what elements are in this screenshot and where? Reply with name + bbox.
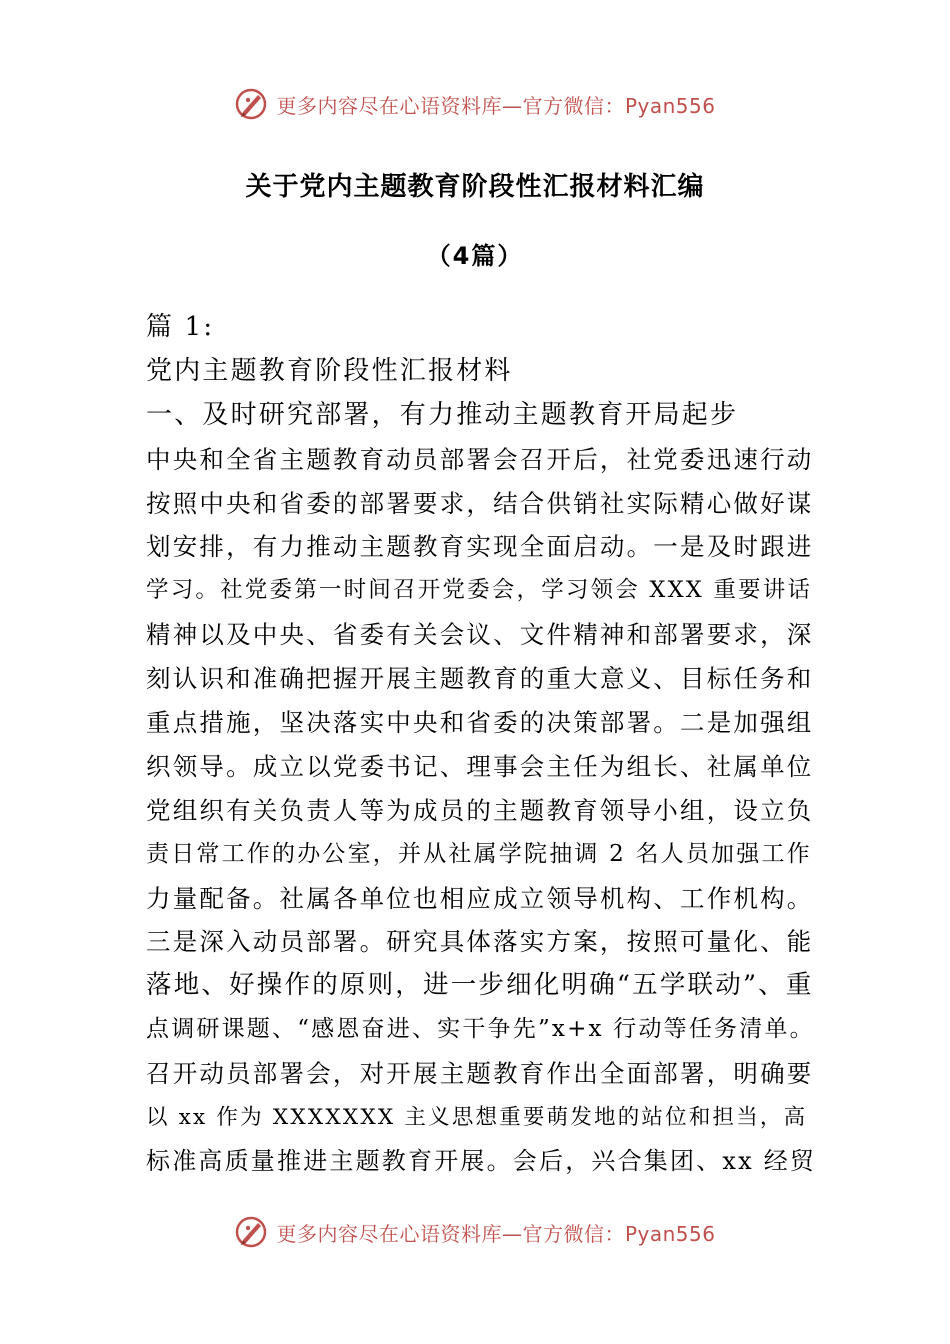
document-subtitle: （4篇） [426,242,524,270]
text-line: 党内主题教育阶段性汇报材料 [146,355,513,386]
text-line: 重点措施，坚决落实中央和省委的决策部署。二是加强组 [146,708,814,738]
text-line: 责日常工作的办公室，并从社属学院抽调 2 名人员加强工作 [146,840,812,867]
text-line: 以 xx 作为 XXXXXXX 主义思想重要萌发地的站位和担当，高 [146,1105,808,1131]
text-line: 一、及时研究部署，有力推动主题教育开局起步 [146,399,739,430]
text-line: 按照中央和省委的部署要求，结合供销社实际精心做好谋 [146,488,814,518]
text-line: 召开动员部署会，对开展主题教育作出全面部署，明确要 [146,1059,814,1089]
watermark-text: 更多内容尽在心语资料库—官方微信：Pyan556 [276,93,716,118]
watermark-text: 更多内容尽在心语资料库—官方微信：Pyan556 [276,1221,716,1246]
header-watermark [0,84,950,124]
text-line: 划安排，有力推动主题教育实现全面启动。一是及时跟进 [146,532,814,562]
document-title: 关于党内主题教育阶段性汇报材料汇编 [245,172,705,202]
text-line: 落地、好操作的原则，进一步细化明确“五学联动”、重 [146,970,814,1001]
text-line: 点调研课题、“感恩奋进、实干争先”x+x 行动等任务清单。 [146,1016,815,1043]
pen-logo-icon [234,87,268,121]
text-line: 织领导。成立以党委书记、理事会主任为组长、社属单位 [146,751,814,781]
text-line: 中央和全省主题教育动员部署会召开后，社党委迅速行动 [146,444,814,474]
pen-logo-icon [234,1215,268,1249]
text-line: 三是深入动员部署。研究具体落实方案，按照可量化、能 [146,927,814,957]
text-line: 刻认识和准确把握开展主题教育的重大意义、目标任务和 [146,664,814,694]
text-line: 标准高质量推进主题教育开展。会后，兴合集团、xx 经贸 [146,1146,817,1175]
footer-watermark [0,1212,950,1252]
document-body [146,306,816,1184]
text-line: 篇 1: [146,312,215,342]
text-line: 党组织有关负责人等为成员的主题教育领导小组，设立负 [146,795,814,825]
text-line: 力量配备。社属各单位也相应成立领导机构、工作机构。 [146,883,814,913]
text-line: 学习。社党委第一时间召开党委会，学习领会 XXX 重要讲话 [146,577,813,604]
text-line: 精神以及中央、省委有关会议、文件精神和部署要求，深 [146,620,814,650]
